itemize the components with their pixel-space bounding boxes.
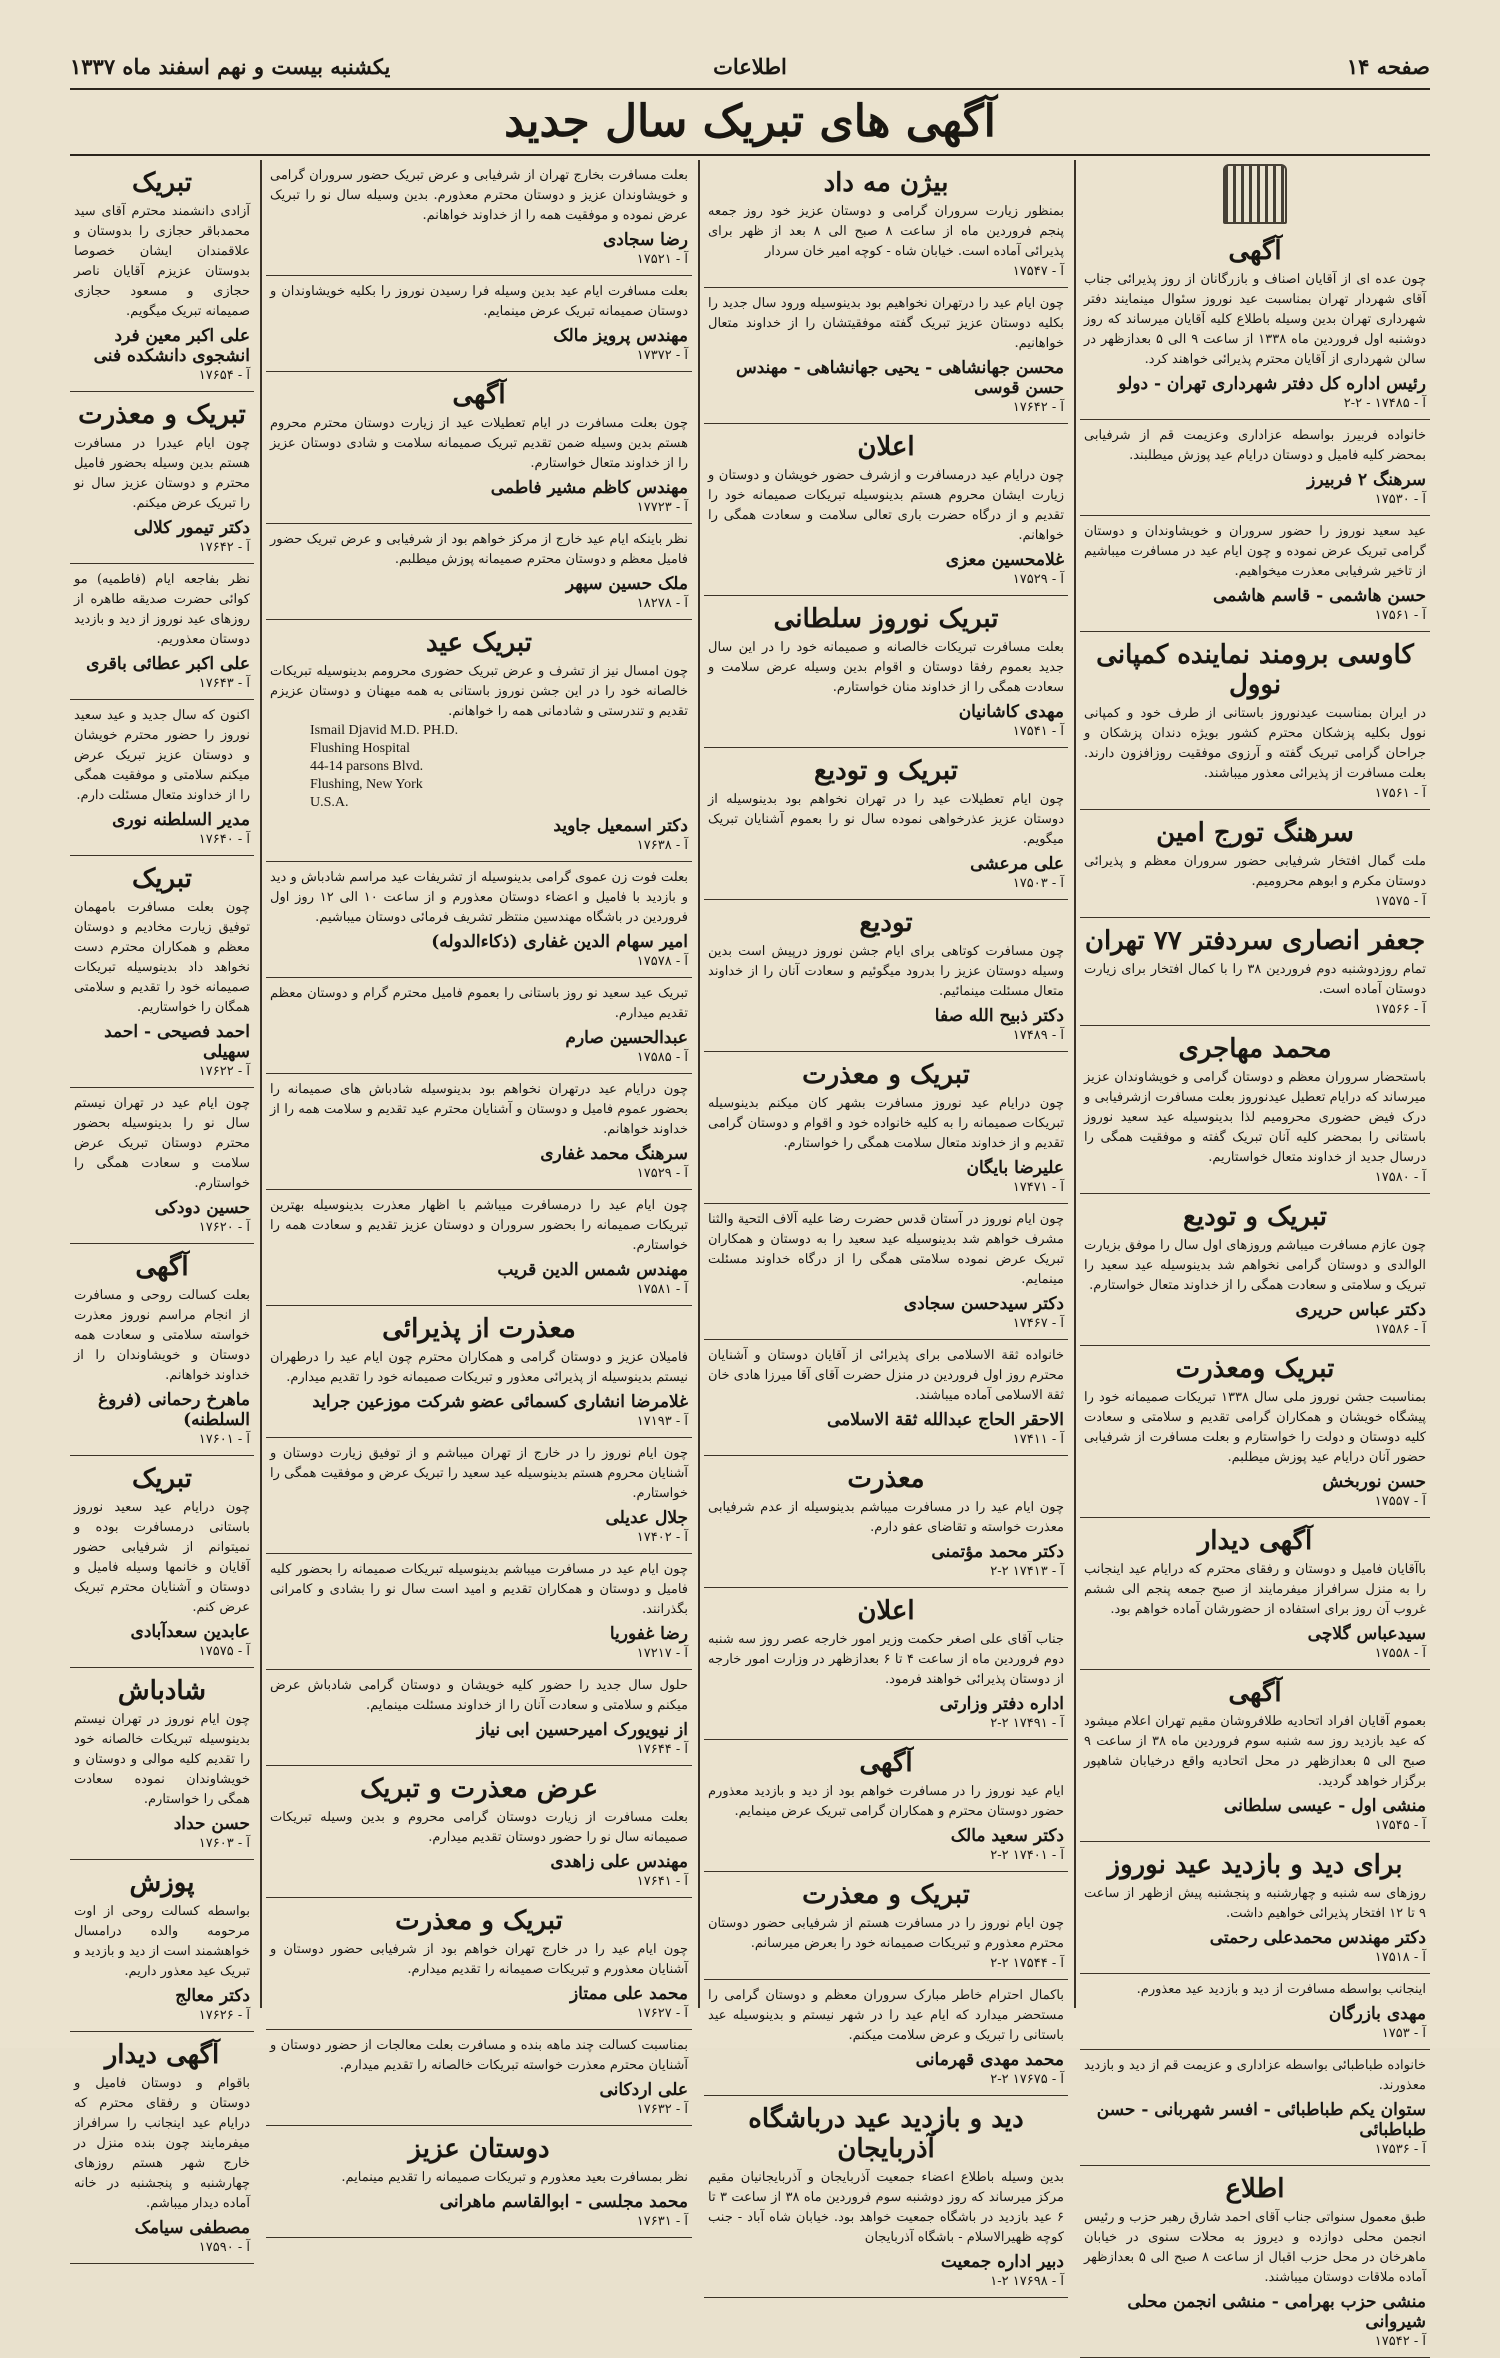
ad-text: بواسطه کسالت روحی از اوت مرحومه والده درامسال خواهشمند است از دید و بازدید و تبریک عید معذور داریم. xyxy=(74,1904,250,1979)
ad-text: بعموم آقایان افراد اتحادیه طلافروشان مقیم تهران اعلام میشود که عید بازدید روز سه شنبه سوم فروردین ماه ۳۸ از ساعت ۹ صبح الی ۵ بعدازظهر در محل اتحادیه واقع درخیابان شاهپور برگزار خواهد گردید. xyxy=(1084,1714,1426,1789)
ad-code: آ - ۱۷۶۲۶ xyxy=(198,2008,250,2023)
ad-code: آ - ۱۷۶۲۰ xyxy=(198,1220,250,1235)
ad-code: آ - ۱۷۶۲۷ xyxy=(636,2006,688,2021)
ad-box xyxy=(70,700,254,856)
column-1 xyxy=(1080,160,1430,2349)
ad-signature: دبیر اداره جمعیت xyxy=(940,2252,1064,2272)
ad-text: بمناسبت کسالت چند ماهه بنده و مسافرت بعلت معالجات از حضور دوستان و آشنایان محترم معذرت خواسته تبریکات خالصانه را تقدیم میدارم. xyxy=(270,2038,688,2073)
ad-box xyxy=(266,2126,692,2238)
ad-signature: علیرضا بایگان xyxy=(966,1158,1064,1178)
ad-text: بعلت فوت زن عموی گرامی بدینوسیله از تشریفات عید مراسم شادباش و دید و بازدید با فامیل و اعضاء دوستان معذورم و از ساعت ۱۰ الی ۱۲ روز اول فروردین در باشگاه مهندسین منتظر تشریف فرمائی دوستان میباشیم. xyxy=(270,870,688,925)
ad-signature: غلامرضا انشاری کسمائی عضو شرکت موزعین جراید xyxy=(312,1392,688,1412)
ad-title: آگهی xyxy=(859,1748,913,1778)
ad-code: آ - ۱۷۴۸۹ xyxy=(1012,1028,1064,1043)
column-3 xyxy=(266,160,692,2229)
ad-title: شادباش xyxy=(117,1676,207,1706)
ad-box xyxy=(704,596,1068,748)
ad-signature: مهندس پرویز مالک xyxy=(553,326,688,346)
ad-signature: علی اکبر عطائی باقری xyxy=(86,654,250,674)
ad-title: تبریک و معذرت xyxy=(802,1880,970,1910)
ad-text: چون بعلت مسافرت در ایام تعطیلات عید از زیارت دوستان محترم محروم هستم بدین وسیله ضمن تقدیم تبریک صمیمانه سلامت و شادی دوستان عزیز را از خداوند متعال خواستارم. xyxy=(270,416,688,471)
ad-signature: دکتر عباس حریری xyxy=(1295,1300,1426,1320)
ad-title: تبریک عید xyxy=(426,628,532,658)
ad-title: سرهنگ تورج امین xyxy=(1156,818,1354,848)
ad-text: باقوام و دوستان فامیل و دوستان و رفقای محترم که درایام عید اینجانب را سرافراز میفرمایند چون بنده منزل در خارج شهر هستم روزهای چهارشنبه و پنجشنبه در خانه آماده دیدار میباشم. xyxy=(74,2076,250,2211)
page-header xyxy=(70,50,1430,90)
ad-box xyxy=(1080,918,1430,1026)
ad-box xyxy=(266,524,692,620)
ad-signature: مهندس شمس الدین قریب xyxy=(497,1260,688,1280)
column-4-ads xyxy=(70,160,254,2264)
ad-text: خانواده طباطبائی بواسطه عزاداری و عزیمت قم از دید و بازدید معذورند. xyxy=(1084,2058,1426,2093)
ad-box xyxy=(266,160,692,276)
ad-text: اینجانب بواسطه مسافرت از دید و بازدید عید معذورم. xyxy=(1136,1982,1426,1997)
ad-signature: دکتر تیمور کلالی xyxy=(133,518,250,538)
ad-text: بعلت کسالت روحی و مسافرت از انجام مراسم نوروز معذرت خواسته سلامتی و سعادت همه دوستان و خویشاوندان را از خداوند خواهانم. xyxy=(74,1288,250,1383)
english-address xyxy=(270,722,688,812)
ad-code: آ - ۱۷۶۷۵ ۲-۲ xyxy=(990,2072,1064,2087)
ad-text: چون ایام عید در مسافرت میباشم بدینوسیله تبریکات صمیمانه را بحضور کلیه فامیل و دوستان و همکاران تقدیم و امید است سال نو را بشادی و کامرانی بگذرانند. xyxy=(270,1562,688,1617)
ad-code: آ - ۱۷۶۴۱ xyxy=(636,1874,688,1889)
ad-title: برای دید و بازدید عید نوروز xyxy=(1107,1850,1403,1880)
ad-signature: دکتر اسمعیل جاوید xyxy=(553,816,688,836)
ad-signature: حسن حداد xyxy=(173,1814,250,1834)
ad-box xyxy=(266,1554,692,1670)
ad-box xyxy=(70,564,254,700)
ad-code: آ - ۱۷۵۸۱ xyxy=(636,1282,688,1297)
ad-text: در ایران بمناسبت عیدنوروز باستانی از طرف خود و کمپانی نوول بکلیه پزشکان محترم کشور بویژه دندان پزشکان و جراحان گرامی تبریک گفته و آرزوی موفقیت روزافزون دارند. بعلت مسافرت از پذیرائی معذور میباشند. xyxy=(1084,706,1426,781)
ad-title: معذرت از پذیرائی xyxy=(382,1314,576,1344)
ad-signature: سیدعباس گلاچی xyxy=(1307,1624,1426,1644)
ad-code: آ - ۱۷۴۱۱ xyxy=(1012,1432,1064,1447)
ad-title: تبریک xyxy=(132,1464,192,1494)
ad-text: اکنون که سال جدید و عید سعید نوروز را حضور محترم خویشان و دوستان عزیز تبریک عرض میکنم سلامتی و موفقیت همگی را از خداوند متعال مسئلت دارم. xyxy=(74,708,250,803)
ad-code: آ - ۱۷۶۵۴ xyxy=(198,368,250,383)
ad-title: آگهی دیدار xyxy=(1197,1526,1313,1556)
ad-code: آ - ۱۷۵۲۱ xyxy=(636,252,688,267)
ad-code: آ - ۱۷۶۳۲ xyxy=(636,2102,688,2117)
ad-code: آ - ۱۷۶۳۸ xyxy=(636,838,688,853)
ad-signature: محمد مهدی قهرمانی xyxy=(915,2050,1064,2070)
ad-text: چون ایام نوروز را در خارج از تهران میباشم و از توفیق زیارت دوستان و آشنایان محروم هستم بدینوسیله عید سعید را تبریک عرض و موفقیت همگی را خواستارم. xyxy=(270,1446,688,1501)
ad-text: باستحضار سروران معظم و دوستان گرامی و خویشاوندان عزیز میرساند که درایام تعطیل عیدنوروز بعلت مسافرت ازشرفیابی و درک فیض حضوری محرومیم لذا بدینوسیله عید سعید نوروز باستانی را بمحضر کلیه آنان تبریک گفته و موفقیت همگی را درسال جدید از خداوند متعال خواستاریم. xyxy=(1084,1070,1426,1165)
ad-title: آگهی xyxy=(452,380,506,410)
ad-box xyxy=(70,1860,254,2032)
ad-signature: امیر سهام الدین غفاری (ذکاءالدوله) xyxy=(431,932,688,952)
ad-box xyxy=(266,978,692,1074)
ad-text: بعلت مسافرت تبریکات خالصانه و صمیمانه خود را در این سال جدید بعموم رفقا دوستان و اقوام بدین وسیله عرض سلامت و سعادت همگی را از خداوند منان خواستارم. xyxy=(708,640,1064,695)
ad-box xyxy=(704,2096,1068,2298)
ad-title: جعفر انصاری سردفتر ۷۷ تهران xyxy=(1084,926,1426,956)
column-4 xyxy=(70,160,254,2255)
ad-code: آ - ۱۷۶۴۴ xyxy=(636,1742,688,1757)
ad-signature: منشی حزب بهرامی - منشی انجمن محلی شیروانی xyxy=(1127,2292,1426,2332)
ad-box xyxy=(266,1766,692,1898)
ad-box xyxy=(70,1456,254,1668)
ad-text: چون ایام عید در تهران نیستم سال نو را بدینوسیله بحضور محترم دوستان تبریک عرض سلامت و سعادت همگی را خواستارم. xyxy=(74,1096,250,1191)
column-1-ads xyxy=(1080,228,1430,2358)
ad-box xyxy=(266,276,692,372)
ad-text: ملت گمال افتخار شرفیابی حضور سروران معظم و پذیرائی دوستان مکرم و ابوهم محرومیم. xyxy=(1084,854,1426,889)
ad-signature: سرهنگ ۲ فربیرز xyxy=(1307,470,1426,490)
ad-title: تبریک نوروز سلطانی xyxy=(773,604,999,634)
ad-title: آگهی xyxy=(1228,236,1282,266)
ad-title: دوستان عزیز xyxy=(408,2134,550,2164)
ad-text: چون ایام نوروز در تهران نیستم بدینوسیله تبریکات خالصانه خود را تقدیم کلیه موالی و دوستان و خویشاوندان نموده سعادت همگی را خواستارم. xyxy=(74,1712,250,1807)
ad-code: آ - ۱۷۶۹۸ ۲-۱ xyxy=(990,2274,1064,2289)
ad-box xyxy=(266,2030,692,2126)
ad-code: آ - ۱۷۵۵۸ xyxy=(1374,1646,1426,1661)
ad-signature: مهندس علی زاهدی xyxy=(550,1852,688,1872)
ad-signature: علی مرعشی xyxy=(970,854,1064,874)
ad-title: اعلان xyxy=(857,432,915,462)
ad-box xyxy=(704,1204,1068,1340)
ad-signature: دکتر مهندس محمدعلی رحمتی xyxy=(1209,1928,1426,1948)
ad-box xyxy=(1080,516,1430,632)
coat-of-arms-icon xyxy=(1223,164,1287,224)
ad-title: تبریک و تودیع xyxy=(1183,1202,1327,1232)
ad-box xyxy=(1080,1974,1430,2050)
ad-text: روزهای سه شنبه و چهارشنبه و پنجشنبه پیش ازظهر از ساعت ۹ تا ۱۲ افتخار پذیرائی خواهیم داشت. xyxy=(1084,1886,1426,1921)
ad-box xyxy=(70,1244,254,1456)
ad-code: آ - ۱۸۲۷۸ xyxy=(636,596,688,611)
ad-text: تمام روزدوشنبه دوم فروردین ۳۸ را با کمال افتخار برای زیارت دوستان آماده است. xyxy=(1084,962,1426,997)
ad-signature: عبدالحسین صارم xyxy=(565,1028,688,1048)
ad-code: آ - ۱۷۶۰۱ xyxy=(198,1432,250,1447)
ad-text: باکمال احترام خاطر مبارک سروران معظم و دوستان گرامی را مستحضر میدارد که ایام عید را در شهر نیستم و بدینوسیله عید باستانی را تبریک و عرض سلامت میکنم. xyxy=(708,1988,1064,2043)
ad-code: آ - ۱۷۵۰۳ xyxy=(1012,876,1064,891)
ad-signature: دکتر محمد مؤتمنی xyxy=(931,1542,1064,1562)
ad-code: آ - ۱۷۷۲۳ xyxy=(636,500,688,515)
address-line: Ismail Djavid M.D. PH.D. xyxy=(310,723,459,738)
column-3-ads xyxy=(266,160,692,2238)
ad-text: فامیلان عزیز و دوستان گرامی و همکاران محترم چون ایام عید را درطهران نیستم بدینوسیله از پذیرائی معذور و تبریکات صمیمانه خود را تقدیم میدارم. xyxy=(270,1350,688,1385)
ad-code: آ - ۱۷۵۸۰ xyxy=(1374,1170,1426,1185)
ad-title: پوزش xyxy=(129,1868,195,1898)
ad-box xyxy=(704,748,1068,900)
ad-code: آ - ۱۷۵۵۷ xyxy=(1374,1494,1426,1509)
ad-text: چون درایام عید درمسافرت و ازشرف حضور خویشان و دوستان و زیارت ایشان محروم هستم بدینوسیله تبریکات صمیمانه خود را تقدیم و از درگاه حضرت باری تعالی سلامت و سعادت همگی را خواهانم. xyxy=(708,468,1064,543)
ad-title: تبریک xyxy=(132,168,192,198)
ad-code: آ - ۱۷۵۴۴ ۲-۲ xyxy=(990,1956,1064,1971)
ad-signature: منشی اول - عیسی سلطانی xyxy=(1223,1796,1426,1816)
ad-text: حلول سال جدید را حضور کلیه خویشان و دوستان گرامی شادباش عرض میکنم و سلامتی و سعادت آنان را از خداوند مسئلت مینمایم. xyxy=(270,1678,688,1713)
ad-title: تبریک ومعذرت xyxy=(1175,1354,1335,1384)
ad-text: چون مسافرت کوتاهی برای ایام جشن نوروز درپیش است بدین وسیله دوستان عزیز را بدرود میگوئیم و سعادت آنان را از خداوند متعال مسئلت مینمائیم. xyxy=(708,944,1064,999)
ad-code: آ - ۱۷۶۴۰ xyxy=(198,832,250,847)
ad-code: آ - ۱۷۴۷۱ xyxy=(1012,1180,1064,1195)
ad-signature: علی اکبر معین فرد انشجوی دانشکده فنی xyxy=(93,326,250,366)
ad-signature: مدیر السلطنه نوری xyxy=(112,810,250,830)
ad-code: آ - ۱۷۶۳۱ xyxy=(636,2214,688,2229)
ad-code: آ - ۱۷۴۶۷ xyxy=(1012,1316,1064,1331)
column-2-ads xyxy=(704,160,1068,2298)
ad-box xyxy=(70,856,254,1088)
address-line: U.S.A. xyxy=(310,795,349,810)
ad-signature: دکتر معالج xyxy=(175,1986,250,2006)
ad-box xyxy=(266,1306,692,1438)
ad-code: آ - ۱۷۵۳۰ xyxy=(1374,492,1426,507)
ad-code: آ - ۱۷۵۶۱ xyxy=(1374,608,1426,623)
ad-signature: دکتر ذبیح الله صفا xyxy=(934,1006,1064,1026)
ad-box xyxy=(1080,1346,1430,1518)
ad-text: چون ایام نوروز در آستان قدس حضرت رضا علیه آلاف التحیة والثنا مشرف خواهم شد بدینوسیله عید سعید را به دوستان و همکاران تبریک عرض نموده سلامتی همگی را از درگاه خداوند مسئلت مینمایم. xyxy=(708,1212,1064,1287)
ad-box xyxy=(266,1190,692,1306)
ad-code: آ - ۱۷۴۰۱ ۲-۲ xyxy=(990,1848,1064,1863)
ad-box xyxy=(266,862,692,978)
page-number: صفحه ۱۴ xyxy=(1346,54,1430,79)
ad-box xyxy=(1080,2166,1430,2358)
ad-code: آ - ۱۷۶۴۲ xyxy=(1012,400,1064,415)
ad-text: بعلت مسافرت بخارج تهران از شرفیابی و عرض تبریک حضور سروران گرامی و خویشاوندان عزیز و دوستان محترم معذورم. بدین وسیله سال نو را تبریک عرض نموده و موفقیت همه را از خداوند خواهانم. xyxy=(270,168,688,223)
ad-title: کاوسی برومند نماینده کمپانی نوول xyxy=(1096,640,1414,700)
ad-signature: اداره دفتر وزارتی xyxy=(939,1694,1064,1714)
ad-code: آ - ۱۷۵۸۶ xyxy=(1374,1322,1426,1337)
ad-box xyxy=(266,1898,692,2030)
ad-signature: دکتر سیدحسن سجادی xyxy=(903,1294,1064,1314)
ad-signature: رضا سجادی xyxy=(602,230,688,250)
ad-code: آ - ۱۷۴۰۲ xyxy=(636,1530,688,1545)
address-line: 44-14 parsons Blvd. xyxy=(310,759,424,774)
ad-box xyxy=(704,160,1068,288)
ad-box xyxy=(70,1668,254,1860)
column-2 xyxy=(704,160,1068,2289)
ad-box xyxy=(70,392,254,564)
ad-box xyxy=(70,160,254,392)
ad-signature: محمد علی ممتاز xyxy=(569,1984,688,2004)
ad-signature: ستوان یکم طباطبائی - افسر شهربانی - حسن طباطبائی xyxy=(1096,2100,1426,2140)
ad-text: ایام عید نوروز را در مسافرت خواهم بود از دید و بازدید معذورم حضور دوستان محترم و همکاران گرامی تبریک عرض مینمایم. xyxy=(708,1784,1064,1819)
ad-signature: جلال عدیلی xyxy=(605,1508,688,1528)
ad-text: باآقایان فامیل و دوستان و رفقای محترم که درایام عید اینجانب را به منزل سرافراز میفرمایند از صبح جمعه پنجم الی ششم غروب آن روز برای استفاده از حضورشان آماده خواهم بود. xyxy=(1084,1562,1426,1617)
ad-code: آ - ۱۷۳۷۲ xyxy=(636,348,688,363)
ad-box xyxy=(704,1340,1068,1456)
ad-box xyxy=(1080,1026,1430,1194)
ad-box xyxy=(704,1052,1068,1204)
ad-text: چون درایام عید سعید نوروز باستانی درمسافرت بوده و نمیتوانم از شرفیابی حضور آقایان و خانمها وسیله فامیل و دوستان و آشنایان محترم تبریک عرض کنم. xyxy=(74,1500,250,1615)
ad-box xyxy=(1080,1842,1430,1974)
ad-code: آ - ۱۷۵۷۵ xyxy=(1374,894,1426,909)
ad-box xyxy=(1080,1194,1430,1346)
ad-text: آزادی دانشمند محترم آقای سید محمدباقر حجازی را بدوستان و علاقمندان ایشان خصوصا بدوستان عزیزم آقایان ناصر حجازی و مسعود حجازی صمیمانه تبریک میگویم. xyxy=(74,204,250,319)
ad-text: چون ایام عید را درمسافرت میباشم با اظهار معذرت بدینوسیله بهترین تبریکات صمیمانه را بحضور سروران و دوستان عزیز تقدیم و سعادت همه را خواستارم. xyxy=(270,1198,688,1253)
ad-text: چون ایام نوروز را در مسافرت هستم از شرفیابی حضور دوستان محترم معذورم و تبریکات صمیمانه خود را بعرض میرسانم. xyxy=(708,1916,1064,1951)
ad-signature: ملک حسین سپهر xyxy=(565,574,688,594)
ad-text: چون عازم مسافرت میباشم وروزهای اول سال را موفق بزیارت الوالدی و دوستان گرامی نخواهم شد بدینوسیله عید سعید را تبریک و سلامتی و سعادت همگی را از خداوند متعال خواستارم. xyxy=(1084,1238,1426,1293)
ad-box xyxy=(1080,2050,1430,2166)
ad-signature: محسن جهانشاهی - یحیی جهانشاهی - مهندس حسن قوسی xyxy=(735,358,1064,398)
ad-signature: حسن نوربخش xyxy=(1322,1472,1426,1492)
ad-code: آ - ۱۷۴۹۱ ۲-۲ xyxy=(990,1716,1064,1731)
ad-box xyxy=(704,1588,1068,1740)
ad-text: چون ایام عید را درتهران نخواهیم بود بدینوسیله ورود سال جدید را بکلیه دوستان عزیز تبریک گفته موفقیتشان را از خداوند متعال خواهانیم. xyxy=(708,296,1064,351)
ad-text: بعلت مسافرت از زیارت دوستان گرامی محروم و بدین وسیله تبریکات صمیمانه سال نو را حضور دوستان تقدیم میدارم. xyxy=(270,1810,688,1845)
ad-signature: حسین دودکی xyxy=(154,1198,250,1218)
ad-code: آ - ۱۷۶۴۲ xyxy=(198,540,250,555)
ad-text: چون عده ای از آقایان اصناف و بازرگانان از روز پذیرائی جناب آقای شهردار تهران بمناسبت عید نوروز سئوال مینمایند دفتر شهرداری تهران بدین وسیله باطلاع کلیه آقایان میرساند که روز دوشنبه اول فروردین ماه ۱۳۳۸ از ساعت ۹ الی ۵ بعدازظهر در سالن شهرداری از آقایان محترم پذیرائی خواهند کرد. xyxy=(1084,272,1426,367)
ad-text: بمناسبت جشن نوروز ملی سال ۱۳۳۸ تبریکات صمیمانه خود را پیشگاه خویشان و همکاران گرامی تقدیم و سلامتی و سعادت کلیه دوستان و دولت را خواستارم و بعلت مسافرت از شرفیابی حضور آنان درایام عید پوزش میطلبم. xyxy=(1084,1390,1426,1465)
ad-title: تبریک و معذرت xyxy=(802,1060,970,1090)
ad-text: طبق معمول سنواتی جناب آقای احمد شارق رهبر حزب و رئیس انجمن محلی دوازده و دیروز به محلات سنوی در خیابان ماهرخان در محل حزب اقبال از ساعت ۸ صبح الی ۵ بعدازظهر آماده ملاقات دوستان میباشند. xyxy=(1084,2210,1426,2285)
ad-box xyxy=(704,900,1068,1052)
ad-box xyxy=(1080,632,1430,810)
ad-code: آ - ۱۷۵۷۸ xyxy=(636,954,688,969)
ad-signature: احمد فصیحی - احمد سهیلی xyxy=(104,1022,250,1062)
ad-code: آ - ۱۷۵۴۷ xyxy=(1012,264,1064,279)
ad-text: بمنظور زیارت سروران گرامی و دوستان عزیز خود روز جمعه پنجم فروردین ماه از ساعت ۸ صبح الی ۸ بعد از ظهر برای پذیرائی آماده است. خیابان شاه - کوچه امیر خان سردار xyxy=(708,204,1064,259)
ad-signature: غلامحسین معزی xyxy=(945,550,1064,570)
ad-signature: ماهرخ رحمانی (فروغ السلطنه) xyxy=(98,1390,250,1430)
ad-text: نظر بفاجعه ایام (فاطمیه) مو کوائی حضرت صدیقه طاهره از روزهای عید نوروز از دید و بازدید دوستان معذوریم. xyxy=(74,572,250,647)
ad-title: تبریک و تودیع xyxy=(814,756,958,786)
ad-text: عید سعید نوروز را حضور سروران و خویشاوندان و دوستان گرامی تبریک عرض نموده و چون ایام عید در مسافرت میباشیم از تاخیر شرفیابی معذرت میخواهیم. xyxy=(1084,524,1426,579)
ad-text: چون ایام عید را در خارج تهران خواهم بود از شرفیابی حضور دوستان و آشنایان معذورم و تبریکات صمیمانه را تقدیم میدارم. xyxy=(270,1942,688,1977)
ad-title: بیژن مه داد xyxy=(823,168,949,198)
ad-box xyxy=(704,1872,1068,1980)
ad-title: عرض معذرت و تبریک xyxy=(359,1774,599,1804)
ad-box xyxy=(1080,420,1430,516)
ad-code: آ - ۱۷۵۱۸ xyxy=(1374,1950,1426,1965)
ad-title: تودیع xyxy=(859,908,913,938)
ad-title: آگهی xyxy=(135,1252,189,1282)
ad-box xyxy=(1080,1670,1430,1842)
ad-signature: سرهنگ محمد غفاری xyxy=(540,1144,688,1164)
ad-text: جناب آقای علی اصغر حکمت وزیر امور خارجه عصر روز سه شنبه دوم فروردین ماه از ساعت ۴ تا ۶ بعدازظهر در وزارت امور خارجه از دوستان پذیرائی خواهند فرمود. xyxy=(708,1632,1064,1687)
ad-title: تبریک و معذرت xyxy=(78,400,246,430)
ad-signature: رئیس اداره کل دفتر شهرداری تهران - دولو xyxy=(1118,374,1426,394)
ad-code: آ - ۱۷۵۴۵ xyxy=(1374,1818,1426,1833)
ad-code: آ - ۱۷۵۳ xyxy=(1381,2026,1426,2041)
address-line: Flushing Hospital xyxy=(310,741,410,756)
ad-text: چون درایام عید درتهران نخواهم بود بدینوسیله شادباش های صمیمانه را بحضور عموم فامیل و دوستان و آشنایان محترم عید تقدیم و سلامت همه را از خداوند خواهانم. xyxy=(270,1082,688,1137)
ad-text: بدین وسیله باطلاع اعضاء جمعیت آذربایجان و آذربایجانیان مقیم مرکز میرساند که روز دوشنبه سوم فروردین ماه ۳۸ از ساعت ۳ تا ۶ عید بازدید در باشگاه جمعیت خواهد بود. خیابان شاه آباد - جنب کوچه ظهیرالاسلام - باشگاه آذربایجان xyxy=(708,2170,1064,2245)
issue-date: یکشنبه بیست و نهم اسفند ماه ۱۳۳۷ xyxy=(70,54,391,79)
ad-code: آ - ۱۷۵۴۲ xyxy=(1374,2334,1426,2349)
address-line: Flushing, New York xyxy=(310,777,423,792)
ad-text: چون ایام تعطیلات عید را در تهران نخواهم بود بدینوسیله از دوستان عزیز عذرخواهی نموده سال نو را بعموم آشنایان تبریک میگویم. xyxy=(708,792,1064,847)
ad-box xyxy=(266,620,692,862)
ad-signature: دکتر سعید مالک xyxy=(950,1826,1064,1846)
ad-box xyxy=(704,288,1068,424)
ad-signature: علی اردکانی xyxy=(599,2080,688,2100)
ad-text: خانواده ثقة الاسلامی برای پذیرائی از آقایان دوستان و آشنایان محترم روز اول فروردین در منزل حضرت آقای آقا میرزا هادی خان ثقة الاسلامی آماده میباشند. xyxy=(708,1348,1064,1403)
ad-text: خانواده فربیرز بواسطه عزاداری وعزیمت قم از شرفیابی بمحضر کلیه فامیل و دوستان درایام عید پوزش میطلبند. xyxy=(1084,428,1426,463)
ad-signature: مصطفی سیامک xyxy=(134,2218,250,2238)
ad-code: آ - ۱۷۵۶۶ xyxy=(1374,1002,1426,1017)
ad-title: آگهی دیدار xyxy=(104,2040,220,2070)
ad-signature: مهدی بازرگان xyxy=(1328,2004,1426,2024)
ad-title: معذرت xyxy=(847,1464,925,1494)
ad-box xyxy=(266,1438,692,1554)
ad-box xyxy=(704,1740,1068,1872)
ad-title: تبریک xyxy=(132,864,192,894)
ad-title: اطلاع xyxy=(1225,2174,1285,2204)
ad-box xyxy=(266,1074,692,1190)
ad-box xyxy=(704,1456,1068,1588)
ad-code: آ - ۱۷۵۴۱ xyxy=(1012,724,1064,739)
ad-title: آگهی xyxy=(1228,1678,1282,1708)
ad-text: بعلت مسافرت ایام عید بدین وسیله فرا رسیدن نوروز را بکلیه خویشاوندان و دوستان صمیمانه تبریک عرض مینمایم. xyxy=(270,284,688,319)
page-banner: آگهی های تبریک سال جدید xyxy=(70,96,1430,156)
ad-box xyxy=(266,1670,692,1766)
ad-code: آ - ۱۷۲۱۷ xyxy=(636,1646,688,1661)
ad-title: دید و بازدید عید درباشگاه آذربایجان xyxy=(748,2104,1024,2164)
ad-code: آ - ۱۷۶۲۲ xyxy=(198,1064,250,1079)
paper-name: اطلاعات xyxy=(713,54,787,79)
ad-signature: رضا غفوریا xyxy=(609,1624,688,1644)
ad-text: چون درایام عید نوروز مسافرت بشهر کان میکنم بدینوسیله تبریکات صمیمانه را به کلیه خانواده خود و اقوام و دوستان گرامی تقدیم و از خداوند متعال سلامت همگی را خواستارم. xyxy=(708,1096,1064,1151)
ad-code: آ - ۱۷۵۲۹ xyxy=(636,1166,688,1181)
ad-signature: مهندس کاظم مشیر فاطمی xyxy=(490,478,688,498)
ad-code: آ - ۱۷۵۹۰ xyxy=(198,2240,250,2255)
ad-box xyxy=(1080,1518,1430,1670)
ad-code: آ - ۱۷۵۲۹ xyxy=(1012,572,1064,587)
ad-code: آ - ۱۷۵۸۵ xyxy=(636,1050,688,1065)
ad-text: چون امسال نیز از تشرف و عرض تبریک حضوری محرومم بدینوسیله تبریکات خالصانه خود را در این جشن نوروز باستانی به همه میهنان و دوستان عزیزم تقدیم و تندرستی و شادمانی همه را خواهانم. xyxy=(270,664,688,719)
ad-box xyxy=(266,372,692,524)
ad-code: آ - ۱۷۴۸۵ - ۲-۲ xyxy=(1343,396,1426,411)
ad-signature: عابدین سعدآبادی xyxy=(130,1622,250,1642)
ad-box xyxy=(704,1980,1068,2096)
ad-text: تبریک عید سعید نو روز باستانی را بعموم فامیل محترم گرام و دوستان معظم تقدیم میدارم. xyxy=(270,986,688,1021)
ad-code: آ - ۱۷۵۶۱ xyxy=(1374,786,1426,801)
ad-box xyxy=(1080,810,1430,918)
ad-box xyxy=(70,2032,254,2264)
ad-code: آ - ۱۷۴۱۳ ۲-۲ xyxy=(990,1564,1064,1579)
ad-box xyxy=(1080,228,1430,420)
ad-signature: الاحقر الحاج عبدالله ثقة الاسلامی xyxy=(827,1410,1064,1430)
ad-code: آ - ۱۷۱۹۳ xyxy=(636,1414,688,1429)
ad-code: آ - ۱۷۵۷۵ xyxy=(198,1644,250,1659)
ad-signature: محمد مجلسی - ابوالقاسم ماهرانی xyxy=(439,2192,688,2212)
ad-signature: مهدی کاشانیان xyxy=(958,702,1064,722)
ad-title: تبریک و معذرت xyxy=(395,1906,563,1936)
ad-title: محمد مهاجری xyxy=(1178,1034,1332,1064)
ad-signature: از نیویورک امیرحسین ابی نیاز xyxy=(476,1720,688,1740)
ad-text: چون ایام عیدرا در مسافرت هستم بدین وسیله بحضور فامیل محترم و دوستان عزیز سال نو را تبریک عرض میکنم. xyxy=(74,436,250,511)
ad-code: آ - ۱۷۶۴۳ xyxy=(198,676,250,691)
ad-text: نظر باینکه ایام عید خارج از مرکز خواهم بود از شرفیابی و عرض تبریک حضور فامیل معظم و دوستان محترم صمیمانه پوزش میطلبم. xyxy=(270,532,688,567)
ad-text: چون بعلت مسافرت بامهمان توفیق زیارت مخادیم و دوستان معظم و همکاران محترم دست نخواهد داد بدینوسیله تبریکات صمیمانه خود را تقدیم و سلامتی همگان را خواستاریم. xyxy=(74,900,250,1015)
ad-code: آ - ۱۷۵۳۶ xyxy=(1374,2142,1426,2157)
ad-box xyxy=(704,424,1068,596)
ad-text: نظر بمسافرت بعید معذورم و تبریکات صمیمانه را تقدیم مینمایم. xyxy=(341,2170,688,2185)
ad-title: اعلان xyxy=(857,1596,915,1626)
ad-text: چون ایام عید را در مسافرت میباشم بدینوسیله از عدم شرفیابی معذرت خواسته و تقاضای عفو دارم. xyxy=(708,1500,1064,1535)
ad-box xyxy=(70,1088,254,1244)
ad-code: آ - ۱۷۶۰۳ xyxy=(198,1836,250,1851)
ad-signature: حسن هاشمی - قاسم هاشمی xyxy=(1213,586,1426,606)
